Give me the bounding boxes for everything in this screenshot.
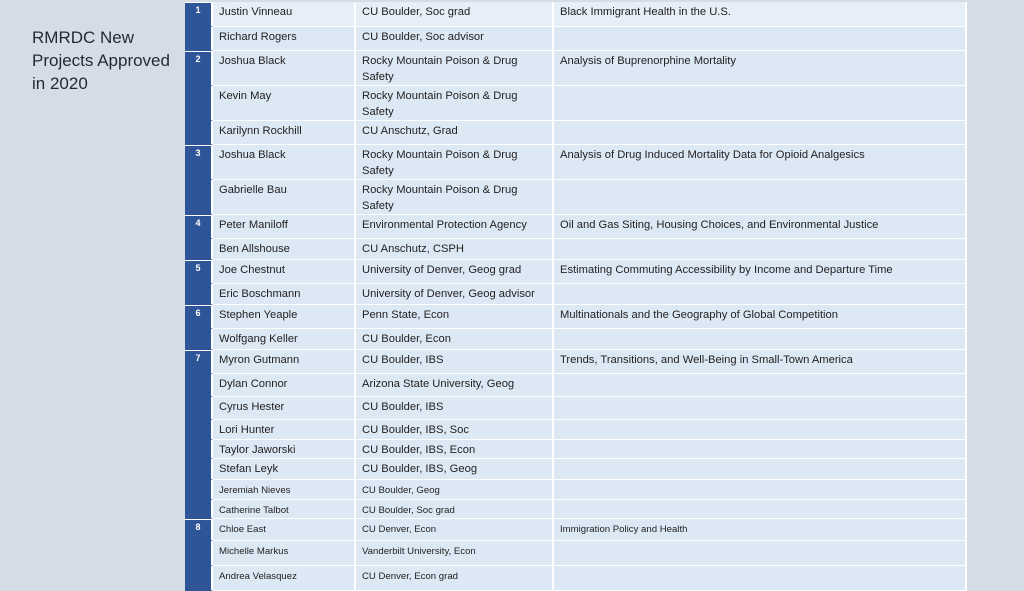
table-row xyxy=(185,519,967,541)
project-title xyxy=(554,566,967,591)
person-name: Eric Boschmann xyxy=(213,284,356,305)
project-number xyxy=(185,329,213,350)
project-number xyxy=(185,500,213,520)
affiliation: CU Boulder, IBS, Soc xyxy=(356,420,554,440)
affiliation: CU Boulder, IBS, Geog xyxy=(356,459,554,480)
person-name: Richard Rogers xyxy=(213,27,356,51)
project-number xyxy=(185,284,213,305)
person-name: Gabrielle Bau xyxy=(213,180,356,215)
project-number: 2 xyxy=(185,51,213,86)
project-title: Analysis of Drug Induced Mortality Data for Opioid Analgesics xyxy=(554,145,967,180)
person-name: Stefan Leyk xyxy=(213,459,356,480)
table-row xyxy=(185,397,967,420)
project-title xyxy=(554,86,967,121)
table-row xyxy=(185,374,967,397)
project-number xyxy=(185,397,213,420)
project-number xyxy=(185,374,213,397)
person-name: Dylan Connor xyxy=(213,374,356,397)
person-name: Michelle Markus xyxy=(213,541,356,566)
affiliation: CU Boulder, IBS xyxy=(356,350,554,374)
project-number: 3 xyxy=(185,145,213,180)
project-title: Estimating Commuting Accessibility by Income and Departure Time xyxy=(554,260,967,284)
project-title: Immigration Policy and Health xyxy=(554,519,967,541)
project-number: 4 xyxy=(185,215,213,239)
project-title xyxy=(554,480,967,500)
project-number xyxy=(185,121,213,145)
table-row xyxy=(185,2,967,27)
table-row xyxy=(185,350,967,374)
table-row xyxy=(185,145,967,180)
table-row xyxy=(185,480,967,500)
project-title xyxy=(554,500,967,520)
affiliation: CU Denver, Econ grad xyxy=(356,566,554,591)
person-name: Cyrus Hester xyxy=(213,397,356,420)
table-row xyxy=(185,541,967,566)
affiliation: Rocky Mountain Poison & Drug Safety xyxy=(356,51,554,86)
project-title xyxy=(554,180,967,215)
table-row xyxy=(185,27,967,51)
project-number xyxy=(185,566,213,591)
project-number xyxy=(185,440,213,460)
person-name: Joshua Black xyxy=(213,145,356,180)
project-title: Oil and Gas Siting, Housing Choices, and Environmental Justice xyxy=(554,215,967,239)
project-title xyxy=(554,440,967,460)
affiliation: CU Anschutz, CSPH xyxy=(356,239,554,260)
table-row xyxy=(185,500,967,520)
affiliation: University of Denver, Geog grad xyxy=(356,260,554,284)
project-title xyxy=(554,541,967,566)
project-number: 8 xyxy=(185,519,213,541)
affiliation: CU Boulder, Geog xyxy=(356,480,554,500)
affiliation: Rocky Mountain Poison & Drug Safety xyxy=(356,86,554,121)
project-title: Black Immigrant Health in the U.S. xyxy=(554,2,967,27)
person-name: Jeremiah Nieves xyxy=(213,480,356,500)
table-row xyxy=(185,566,967,591)
affiliation: CU Boulder, Econ xyxy=(356,329,554,350)
table-row xyxy=(185,284,967,305)
affiliation: CU Anschutz, Grad xyxy=(356,121,554,145)
project-number: 1 xyxy=(185,2,213,27)
table-row xyxy=(185,305,967,329)
project-title xyxy=(554,420,967,440)
project-title xyxy=(554,27,967,51)
person-name: Catherine Talbot xyxy=(213,500,356,520)
table-row xyxy=(185,440,967,460)
table-row xyxy=(185,180,967,215)
projects-table xyxy=(185,2,967,591)
table-row xyxy=(185,215,967,239)
project-number xyxy=(185,239,213,260)
affiliation: Vanderbilt University, Econ xyxy=(356,541,554,566)
affiliation: CU Boulder, Soc grad xyxy=(356,500,554,520)
affiliation: Rocky Mountain Poison & Drug Safety xyxy=(356,180,554,215)
person-name: Karilynn Rockhill xyxy=(213,121,356,145)
person-name: Wolfgang Keller xyxy=(213,329,356,350)
project-title: Trends, Transitions, and Well-Being in Small-Town America xyxy=(554,350,967,374)
project-title xyxy=(554,239,967,260)
project-title xyxy=(554,329,967,350)
project-number xyxy=(185,27,213,51)
table-row xyxy=(185,329,967,350)
affiliation: University of Denver, Geog advisor xyxy=(356,284,554,305)
affiliation: CU Boulder, Soc advisor xyxy=(356,27,554,51)
person-name: Andrea Velasquez xyxy=(213,566,356,591)
person-name: Ben Allshouse xyxy=(213,239,356,260)
affiliation: CU Denver, Econ xyxy=(356,519,554,541)
affiliation: Penn State, Econ xyxy=(356,305,554,329)
project-number xyxy=(185,480,213,500)
person-name: Myron Gutmann xyxy=(213,350,356,374)
table-row xyxy=(185,239,967,260)
person-name: Joe Chestnut xyxy=(213,260,356,284)
person-name: Peter Maniloff xyxy=(213,215,356,239)
person-name: Justin Vinneau xyxy=(213,2,356,27)
table-row xyxy=(185,86,967,121)
project-number: 7 xyxy=(185,350,213,374)
table-row xyxy=(185,459,967,480)
person-name: Taylor Jaworski xyxy=(213,440,356,460)
affiliation: Arizona State University, Geog xyxy=(356,374,554,397)
affiliation: CU Boulder, Soc grad xyxy=(356,2,554,27)
table-row xyxy=(185,121,967,145)
person-name: Kevin May xyxy=(213,86,356,121)
project-number: 6 xyxy=(185,305,213,329)
project-number xyxy=(185,459,213,480)
affiliation: Rocky Mountain Poison & Drug Safety xyxy=(356,145,554,180)
project-title: Multinationals and the Geography of Global Competition xyxy=(554,305,967,329)
table-row xyxy=(185,260,967,284)
project-number xyxy=(185,180,213,215)
project-title xyxy=(554,284,967,305)
project-title xyxy=(554,397,967,420)
person-name: Stephen Yeaple xyxy=(213,305,356,329)
person-name: Lori Hunter xyxy=(213,420,356,440)
person-name: Chloe East xyxy=(213,519,356,541)
table-row xyxy=(185,420,967,440)
project-title xyxy=(554,459,967,480)
affiliation: CU Boulder, IBS xyxy=(356,397,554,420)
project-number: 5 xyxy=(185,260,213,284)
project-number xyxy=(185,420,213,440)
project-title xyxy=(554,121,967,145)
project-title xyxy=(554,374,967,397)
affiliation: CU Boulder, IBS, Econ xyxy=(356,440,554,460)
affiliation: Environmental Protection Agency xyxy=(356,215,554,239)
person-name: Joshua Black xyxy=(213,51,356,86)
project-number xyxy=(185,86,213,121)
project-number xyxy=(185,541,213,566)
slide-title: RMRDC New Projects Approved in 2020 xyxy=(32,28,170,93)
table-row xyxy=(185,51,967,86)
project-title: Analysis of Buprenorphine Mortality xyxy=(554,51,967,86)
